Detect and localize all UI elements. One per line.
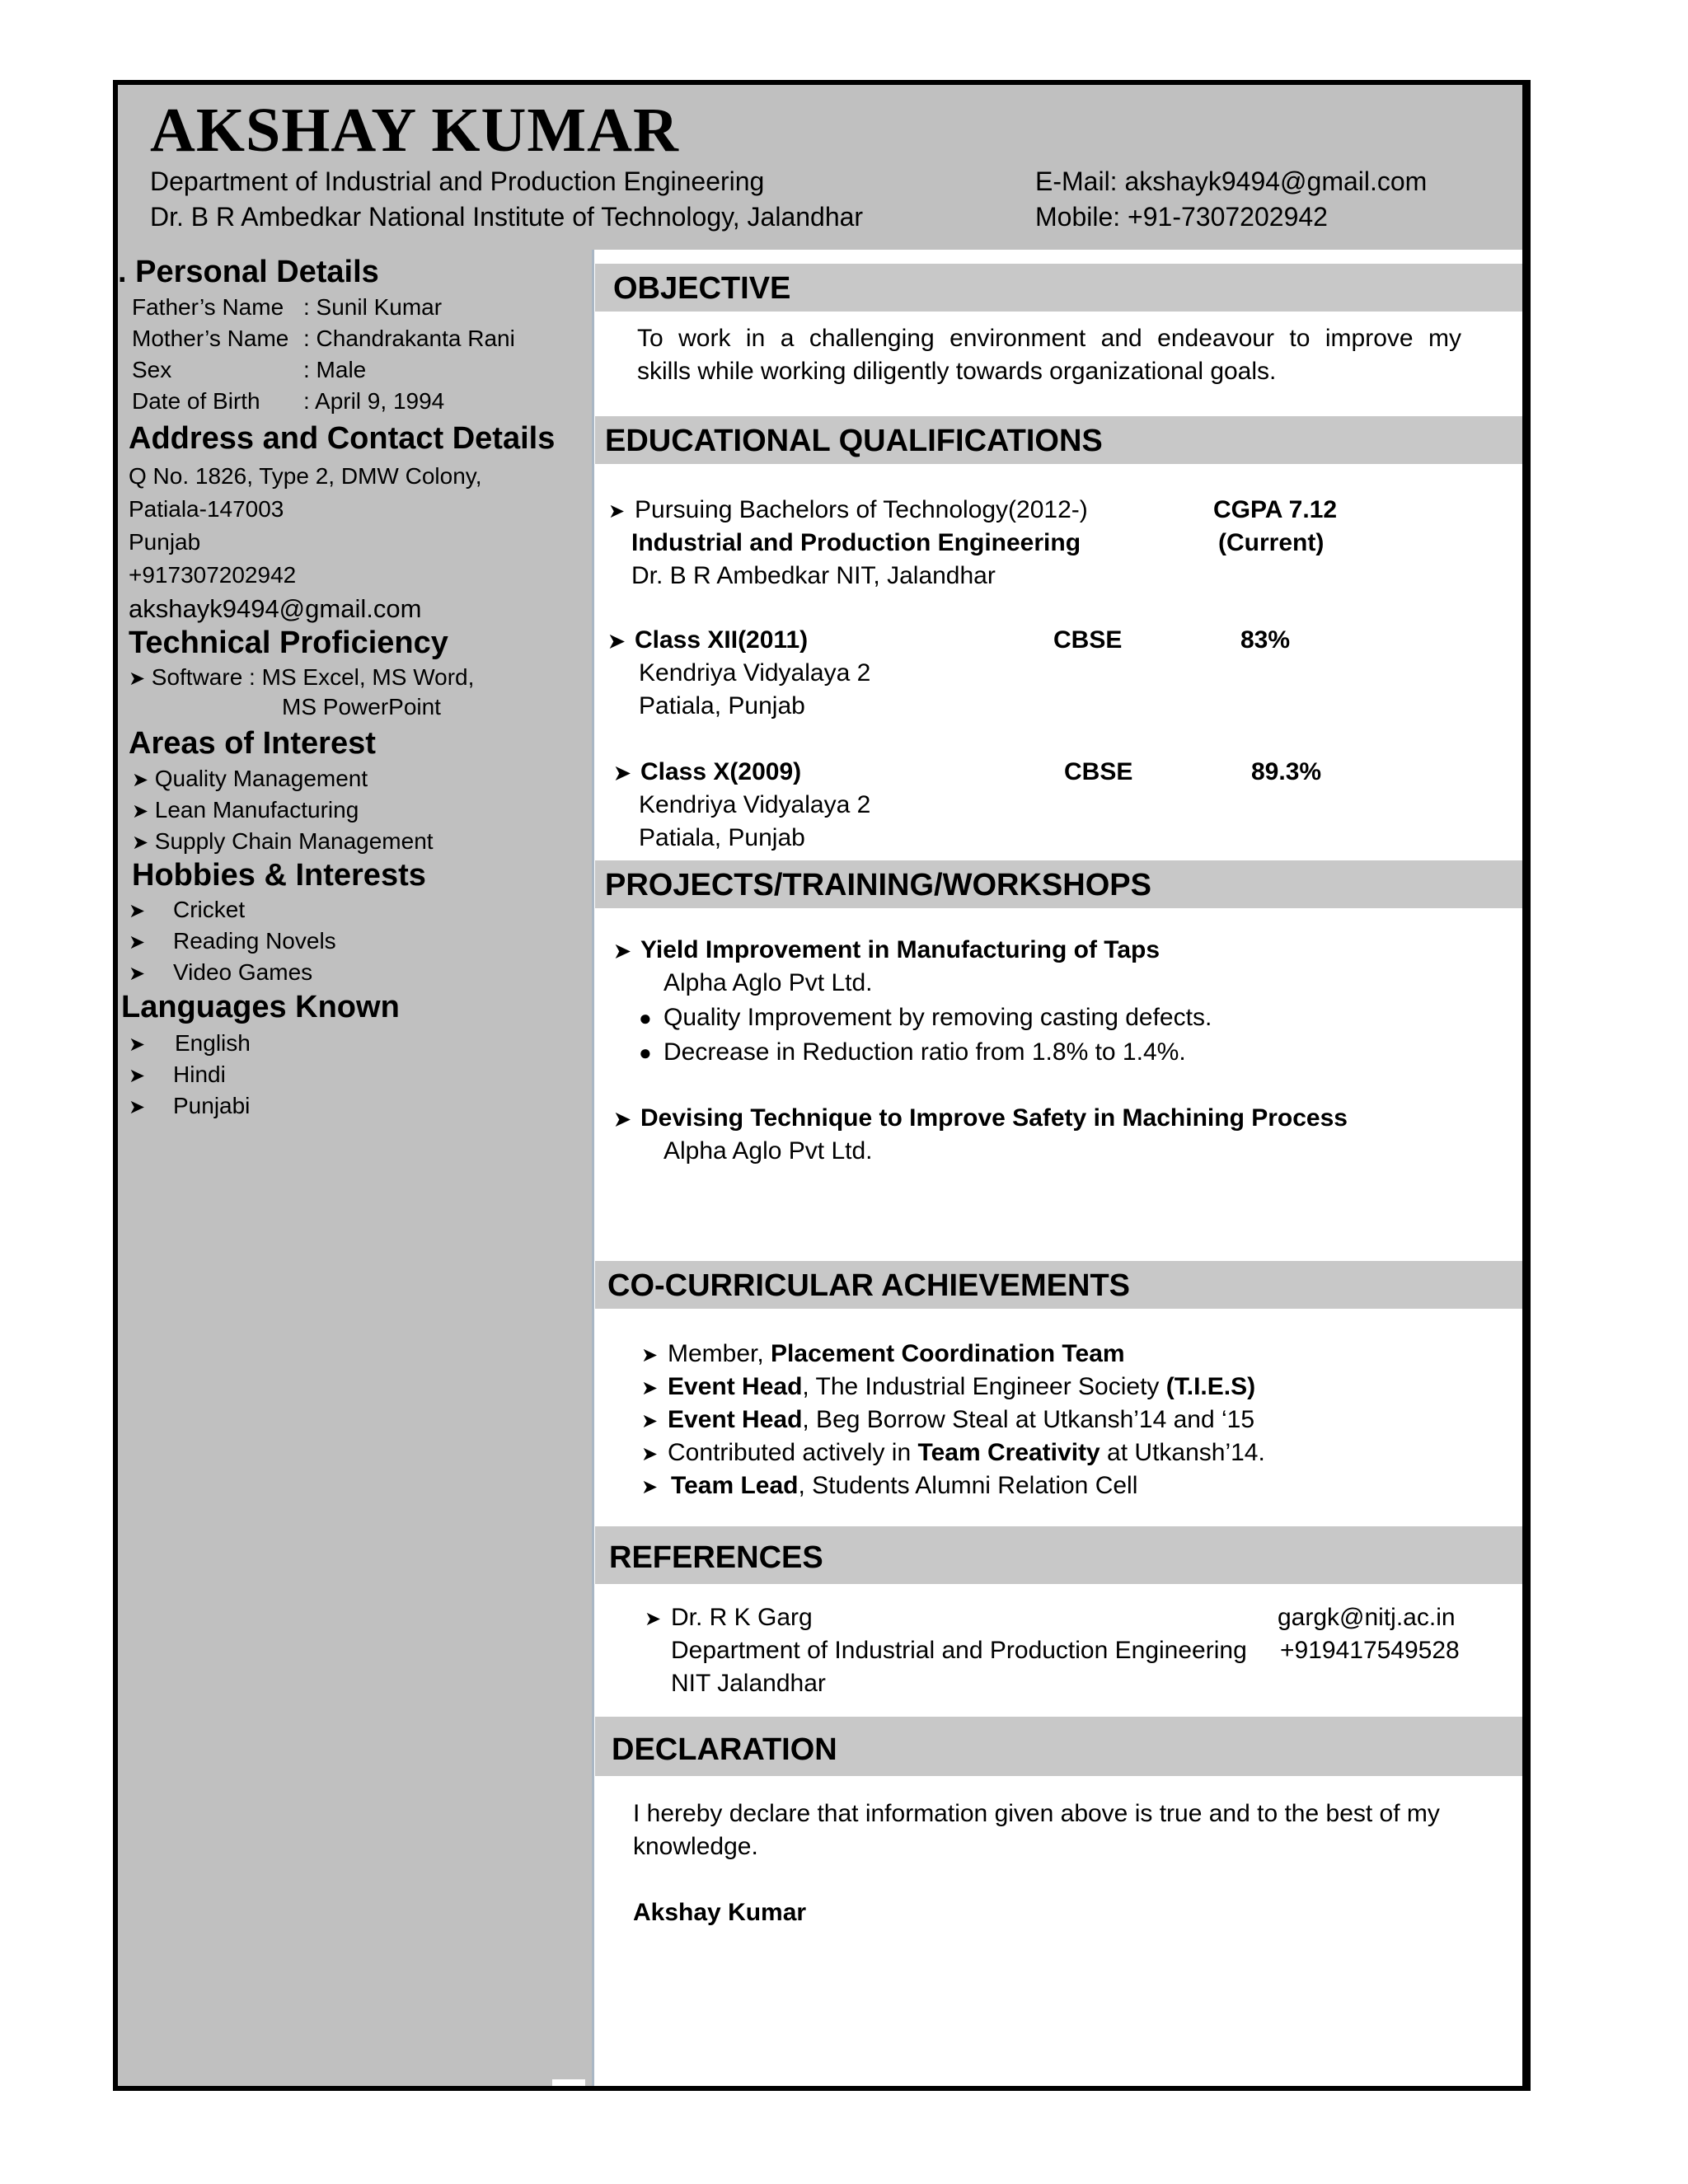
personal-value-mother: : Chandrakanta Rani [303,326,515,351]
hobby-item [129,958,312,989]
achievement-item [641,1470,1137,1503]
hobbies-heading: Hobbies & Interests [132,858,426,893]
achievement-bold: (T.I.E.S) [1165,1373,1256,1400]
arrow-bullet-icon: ➤ [614,940,631,963]
class10-score: 89.3% [1251,758,1322,785]
interest-item-text: Supply Chain Management [154,828,434,854]
language-item-text: Punjabi [173,1093,251,1118]
education-heading: EDUCATIONAL QUALIFICATIONS [605,424,1103,458]
reference-name-text: Dr. R K Garg [671,1604,813,1631]
hobby-item-text: Video Games [173,959,313,985]
personal-label-sex: Sex [132,357,172,382]
btech-institute: Dr. B R Ambedkar NIT, Jalandhar [631,562,996,589]
header-department: Department of Industrial and Production Engineering [150,166,765,196]
class12-title [608,625,808,658]
achievement-bold: Team Lead [671,1472,799,1499]
arrow-bullet-icon: ➤ [641,1410,659,1432]
hobby-item-text: Cricket [173,897,246,922]
column-divider [592,250,594,2086]
objective-line-1: To work in a challenging environment and endeavour to improve my [637,325,1461,352]
languages-heading: Languages Known [121,990,400,1024]
cocurricular-heading: CO-CURRICULAR ACHIEVEMENTS [607,1268,1131,1303]
reference-phone: +919417549528 [1280,1637,1460,1664]
bullet-dot-icon: ● [639,1005,652,1030]
achievement-item [641,1338,1125,1371]
declaration-heading: DECLARATION [612,1732,837,1767]
achievement-item [641,1371,1255,1404]
btech-degree: Pursuing Bachelors of Technology(2012-) [635,496,1088,523]
technical-software-text: Software : MS Excel, MS Word, [151,664,475,690]
objective-heading: OBJECTIVE [613,271,791,306]
personal-value-father: : Sunil Kumar [303,294,443,320]
project-1-point [639,1037,1186,1068]
arrow-bullet-icon: ➤ [132,769,149,791]
bullet-dot-icon: ● [639,1040,652,1065]
arrow-bullet-icon: ➤ [641,1443,659,1465]
project-1-point-text: Quality Improvement by removing casting defects. [663,1004,1212,1031]
achievement-bold: Placement Coordination Team [771,1340,1125,1367]
hobby-item-text: Reading Novels [173,928,336,954]
personal-label-mother: Mother’s Name [132,326,289,351]
technical-heading: Technical Proficiency [129,626,448,660]
arrow-bullet-icon: ➤ [614,1108,631,1131]
class12-school: Kendriya Vidyalaya 2 [639,659,871,687]
achievement-text: , Students Alumni Relation Cell [798,1472,1138,1499]
achievement-item [641,1404,1254,1437]
language-item [129,1060,226,1091]
address-email: akshayk9494@gmail.com [129,594,422,623]
arrow-bullet-icon: ➤ [132,800,149,823]
address-heading: Address and Contact Details [129,421,556,456]
language-item-text: Hindi [173,1062,226,1087]
achievement-text: , Beg Borrow Steal at Utkansh’14 and ‘15 [802,1406,1255,1433]
arrow-bullet-icon: ➤ [608,630,626,653]
header-mobile: Mobile: +91-7307202942 [1035,202,1328,232]
language-item [129,1029,251,1060]
btech-cgpa-note: (Current) [1218,529,1325,556]
reference-inst: NIT Jalandhar [671,1670,826,1697]
project-1-point [639,1002,1212,1033]
frame-shadow [1527,80,1531,2091]
technical-software-line [129,663,474,694]
achievement-item [641,1437,1265,1470]
achievement-text: Contributed actively in [668,1439,918,1466]
reference-email: gargk@nitj.ac.in [1278,1604,1456,1631]
language-item-text: English [175,1030,251,1056]
personal-value-sex: : Male [303,357,367,382]
arrow-bullet-icon: ➤ [129,1033,146,1056]
interest-item [132,764,368,795]
personal-details-heading: . Personal Details [118,255,379,289]
arrow-bullet-icon: ➤ [129,900,146,922]
project-2-title [614,1103,1348,1136]
reference-name [645,1602,813,1635]
candidate-name: AKSHAY KUMAR [150,96,679,165]
btech-branch: Industrial and Production Engineering [631,529,1081,556]
arrow-bullet-icon: ➤ [129,963,146,985]
reference-dept: Department of Industrial and Production Engineering [671,1637,1247,1664]
interest-item [132,827,434,858]
class12-score: 83% [1240,626,1291,654]
project-2-title-text: Devising Technique to Improve Safety in Machining Process [640,1104,1348,1132]
class10-title [614,757,801,790]
header-institute: Dr. B R Ambedkar National Institute of Technology, Jalandhar [150,202,864,232]
language-item [129,1091,250,1122]
address-line-2: Patiala-147003 [129,496,284,522]
btech-cgpa: CGPA 7.12 [1213,496,1338,523]
header-email: E-Mail: akshayk9494@gmail.com [1035,166,1428,196]
arrow-bullet-icon: ➤ [614,762,631,785]
projects-heading: PROJECTS/TRAINING/WORKSHOPS [605,868,1151,902]
interest-item-text: Quality Management [154,766,368,791]
education-bar [595,416,1522,464]
project-2-company: Alpha Aglo Pvt Ltd. [663,1137,873,1165]
project-1-title [614,935,1160,968]
achievement-bold: Team Creativity [917,1439,1100,1466]
arrow-bullet-icon: ➤ [645,1608,662,1630]
class10-title-text: Class X(2009) [640,758,802,785]
class12-place: Patiala, Punjab [639,692,805,719]
arrow-bullet-icon: ➤ [641,1476,659,1498]
achievement-bold: Event Head [668,1406,803,1433]
objective-bar [595,264,1522,312]
achievement-bold: Event Head [668,1373,803,1400]
class10-school: Kendriya Vidyalaya 2 [639,791,871,818]
interests-heading: Areas of Interest [129,726,376,761]
arrow-bullet-icon: ➤ [129,668,146,690]
class10-board: CBSE [1064,758,1133,785]
references-heading: REFERENCES [609,1540,823,1575]
interest-item-text: Lean Manufacturing [154,797,359,823]
declaration-signature: Akshay Kumar [633,1899,807,1926]
personal-label-father: Father’s Name [132,294,284,320]
interest-item [132,795,359,827]
objective-line-2: skills while working diligently towards organizational goals. [637,358,1277,385]
arrow-bullet-icon: ➤ [129,931,146,954]
declaration-bar [595,1717,1522,1776]
address-line-3: Punjab [129,529,201,555]
sidebar [118,250,592,2086]
project-1-company: Alpha Aglo Pvt Ltd. [663,969,873,996]
declaration-line-1: I hereby declare that information given above is true and to the best of my [633,1800,1440,1827]
class12-title-text: Class XII(2011) [635,626,809,654]
personal-value-dob: : April 9, 1994 [303,388,445,414]
arrow-bullet-icon: ➤ [641,1344,659,1366]
hobby-item [129,926,336,958]
project-1-point-text: Decrease in Reduction ratio from 1.8% to 1.4%. [663,1038,1186,1066]
arrow-bullet-icon: ➤ [129,1096,146,1118]
project-1-title-text: Yield Improvement in Manufacturing of Taps [640,936,1160,963]
achievement-text: Member, [668,1340,771,1367]
references-bar [595,1526,1522,1584]
personal-label-dob: Date of Birth [132,388,260,414]
frame-gap [552,2079,585,2086]
address-phone: +917307202942 [129,562,297,588]
achievement-text: at Utkansh’14. [1100,1439,1265,1466]
arrow-bullet-icon: ➤ [132,832,149,854]
arrow-bullet-icon: ➤ [641,1377,659,1399]
projects-bar [595,860,1522,908]
hobby-item [129,895,245,926]
cocurricular-bar [595,1261,1522,1309]
class10-place: Patiala, Punjab [639,824,805,851]
arrow-bullet-icon: ➤ [608,500,626,523]
arrow-bullet-icon: ➤ [129,1065,146,1087]
declaration-line-2: knowledge. [633,1833,758,1860]
address-line-1: Q No. 1826, Type 2, DMW Colony, [129,463,482,489]
btech-line-1 [608,494,1088,527]
class12-board: CBSE [1053,626,1123,654]
achievement-text: , The Industrial Engineer Society [802,1373,1166,1400]
technical-software-line2: MS PowerPoint [282,694,441,719]
